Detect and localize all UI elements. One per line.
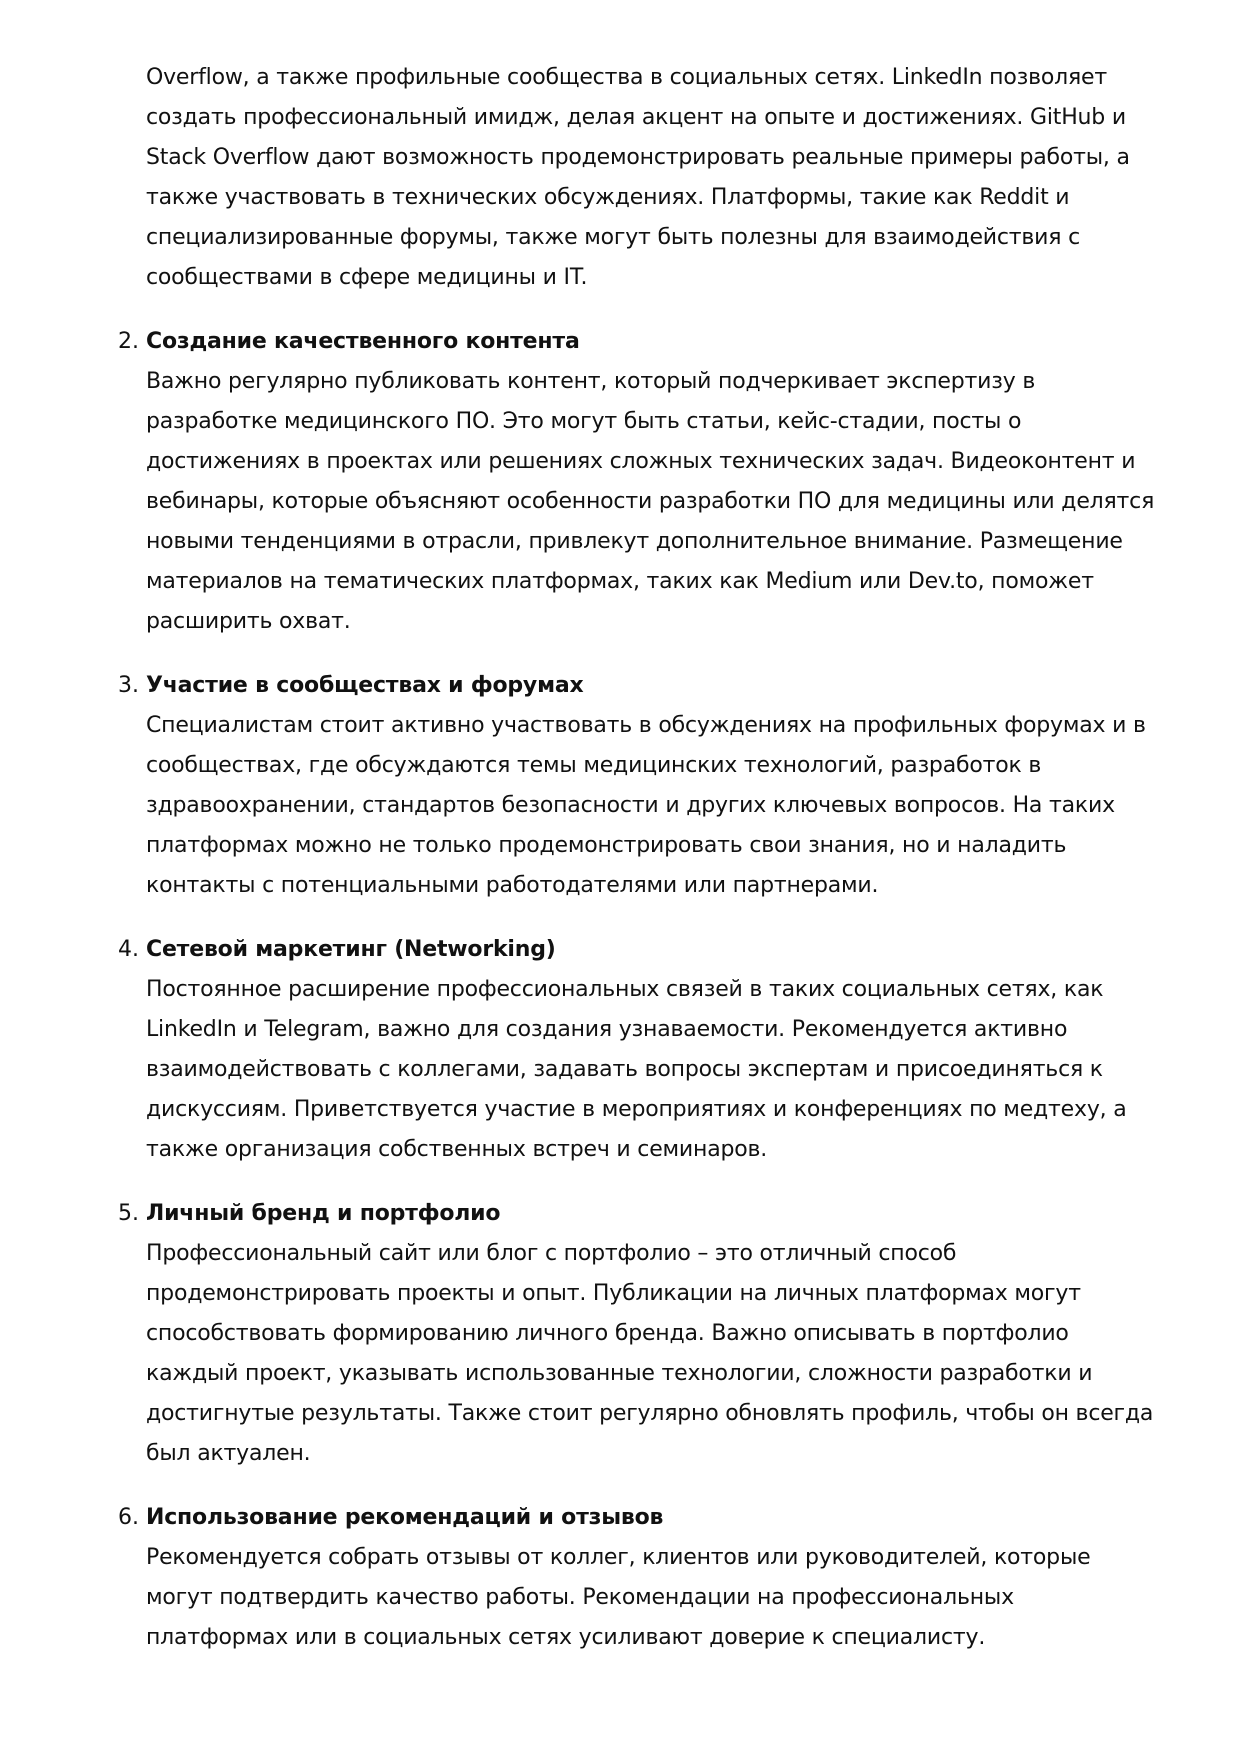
list-item-number: 6.: [118, 1505, 139, 1530]
list-item-body: Рекомендуется собрать отзывы от коллег, клиентов или руководителей, которые могут подтвердить качество работы. Рекомендации на профессиональных платформах или в социальных сетях усиливают доверие к специалисту.: [146, 1545, 1091, 1650]
list-item-title: Создание качественного контента: [146, 329, 580, 354]
list-item-title: Личный бренд и портфолио: [146, 1201, 501, 1226]
list-item-number: 4.: [118, 937, 139, 962]
list-item: [0, 930, 1239, 1170]
list-item-body: Важно регулярно публиковать контент, который подчеркивает экспертизу в разработке медицинского ПО. Это могут быть статьи, кейс-стадии, посты о достижениях в проектах или решениях сложных технических задач. Видеоконтент и вебинары, которые объясняют особенности разработки ПО для медицины или делятся новыми тенденциями в отрасли, привлекут дополнительное внимание. Размещение материалов на тематических платформах, таких как Medium или Dev.to, поможет расширить охват.: [146, 369, 1155, 634]
intro-paragraph: Overflow, а также профильные сообщества в социальных сетях. LinkedIn позволяет создать профессиональный имидж, делая акцент на опыте и достижениях. GitHub и Stack Overflow дают возможность продемонстрировать реальные примеры работы, а также участвовать в технических обсуждениях. Платформы, такие как Reddit и специализированные форумы, также могут быть полезны для взаимодействия с сообществами в сфере медицины и IT.: [146, 65, 1130, 290]
list-item-number: 2.: [118, 329, 139, 354]
list-item-body: Профессиональный сайт или блог с портфолио – это отличный способ продемонстрировать проекты и опыт. Публикации на личных платформах могут способствовать формированию личного бренда. Важно описывать в портфолио каждый проект, указывать использованные технологии, сложности разработки и достигнутые результаты. Также стоит регулярно обновлять профиль, чтобы он всегда был актуален.: [146, 1241, 1154, 1466]
list-item: [0, 1498, 1239, 1658]
list-item-title: Участие в сообществах и форумах: [146, 673, 584, 698]
list-item: [0, 666, 1239, 906]
list-item-body: Специалистам стоит активно участвовать в обсуждениях на профильных форумах и в сообществах, где обсуждаются темы медицинских технологий, разработок в здравоохранении, стандартов безопасности и других ключевых вопросов. На таких платформах можно не только продемонстрировать свои знания, но и наладить контакты с потенциальными работодателями или партнерами.: [146, 713, 1146, 898]
list-item-title: Использование рекомендаций и отзывов: [146, 1505, 664, 1530]
list-item-number: 5.: [118, 1201, 139, 1226]
list-item: [0, 1194, 1239, 1474]
list-item-title: Сетевой маркетинг (Networking): [146, 937, 556, 962]
list-item-number: 3.: [118, 673, 139, 698]
list-item: [0, 322, 1239, 642]
list-item-body: Постоянное расширение профессиональных связей в таких социальных сетях, как LinkedIn и Telegram, важно для создания узнаваемости. Рекомендуется активно взаимодействовать с коллегами, задавать вопросы экспертам и присоединяться к дискуссиям. Приветствуется участие в мероприятиях и конференциях по медтеху, а также организация собственных встреч и семинаров.: [146, 977, 1127, 1162]
